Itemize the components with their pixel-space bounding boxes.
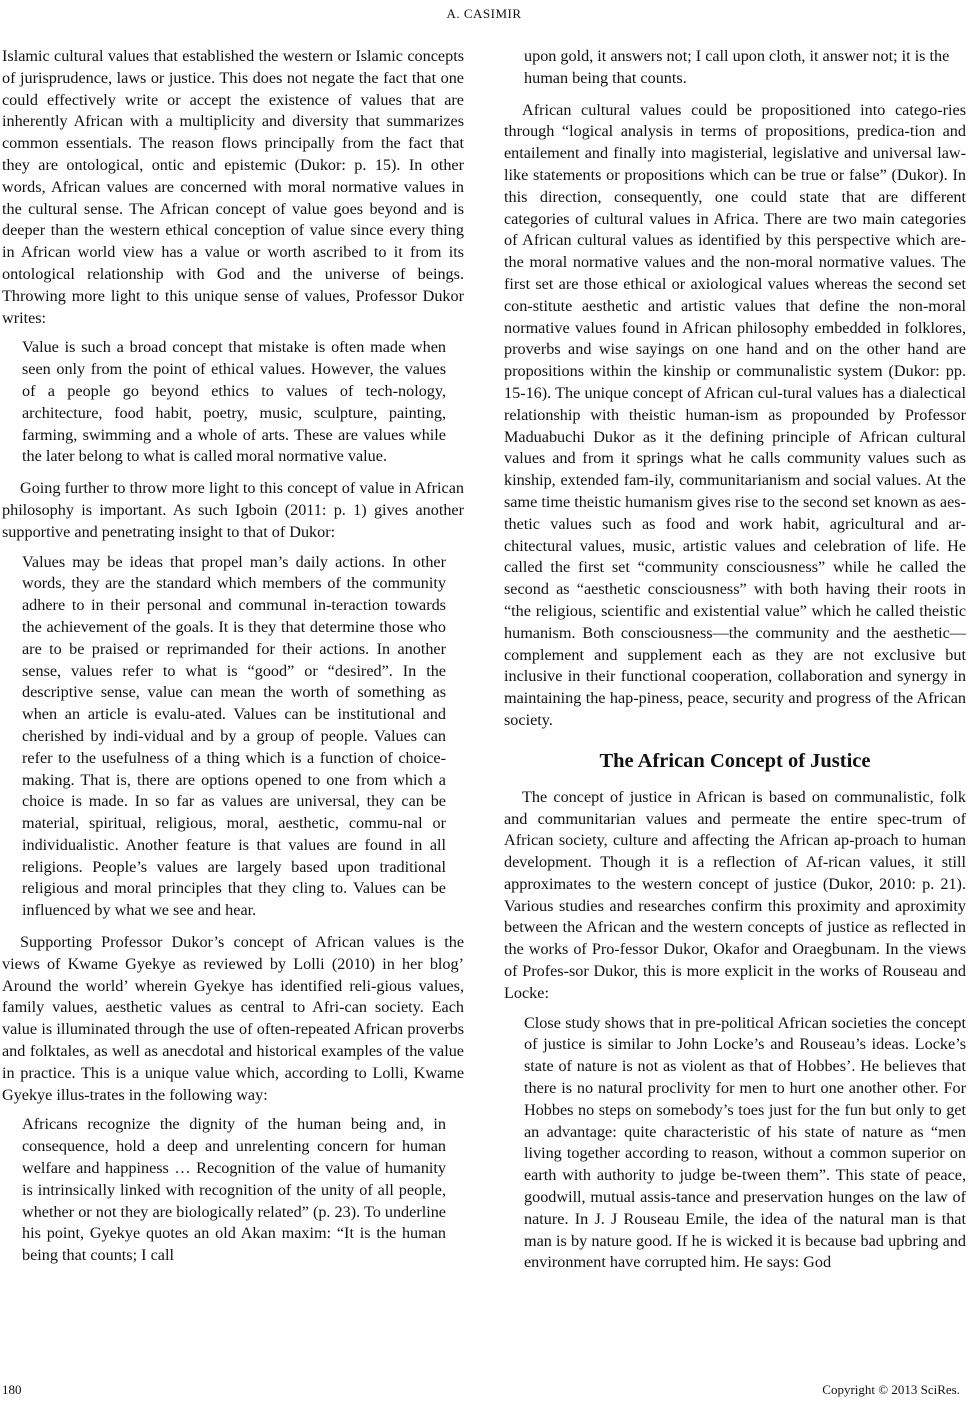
paragraph: Islamic cultural values that established the western or Islamic concepts of jurisprudence, laws or justice. This does not negate the fact that one could effectively write or accept the existence of values that are inherently African with a multiplicity and diversity that summarizes common essentials. The reason flows principally from the fact that they are ontological, ontic and epistemic (Dukor: p. 15). In other words, African values are concerned with moral normative values in the cultural sense. The African concept of value goes beyond and is deeper than the western ethical conception of value since every thing in African world view has a value or worth ascribed to it from its ontological relationship with God and the universe of beings. Throwing more light to this unique sense of values, Professor Dukor writes: [2,47,464,327]
block-quote [22,1114,446,1267]
block-quote [22,552,446,923]
paragraph: African cultural values could be propositioned into catego-ries through “logical analysis in terms of propositions, predica-tion and entailement and finally into magisterial, legislative and universal law-like statements or propositions which can be true or false” (Dukor). In this direction, consequently, one could state that are different categories of cultural values in Africa. There are two main categories of African cultural values as identified by this perspective which are-the moral normative values and the non-moral normative values. The first set are those ethical or axiological values whereas the second set con-stitute aesthetic and artistic values that define the non-moral normative values found in African philosophy embedded in folklores, proverbs and wise sayings on one hand and on the other hand are propositions within the kinship or communalistic system (Dukor: pp. 15-16). The unique concept of African cul-tural values has a dialectical relationship with theistic human-ism as propounded by Professor Maduabuchi Dukor as it the defining principle of African cultural values and from it springs what he calls community values such as kinship, extended fam-ily, communitarianism and social values. At the same time theistic humanism gives rise to the second set known as aes-thetic values such as food and work habit, agricultural and ar-chitectural values, music, artistic values and celebration of life. He called the first set “community consciousness” while he called the second as “aesthetic consciousness” with both having their roots in “the religious, scientific and existential value” which he called theistic humanism. Both consciousness—the community and the aesthetic—complement and supplement each as they are not exclusive but inclusive in their functional cooperation, collaboration and synergy in maintaining the hap-piness, peace, security and progress of the African society. [504,100,966,729]
section-heading: The African Concept of Justice [599,749,871,772]
quote-text: Africans recognize the dignity of the human being and, in consequence, hold a deep and unrelenting concern for human welfare and happiness … Recognition of the value of humanity is intrinsically linked with recognition of the unity of all people, whether or not they are biologically related” (p. 23). To underline his point, Gyekye quotes an old Akan maxim: “It is the human being that counts; I call [22,1115,446,1265]
block-quote [524,1013,966,1275]
right-column [504,46,966,1284]
block-quote-continued [524,46,966,90]
block-quote [22,337,446,468]
paragraph: Supporting Professor Dukor’s concept of African values is the views of Kwame Gyekye as reviewed by Lolli (2010) in her blog’ Around the world’ wherein Gyekye has identified reli-gious values, family values, aesthetic values as central to Afri-can society. Each value is illuminated through the use of often-repeated African proverbs and folktales, as well as anecdotal and historical examples of the value in practice. This is a unique value which, according to Lolli, Kwame Gyekye illus-trates in the following way: [2,933,464,1104]
quote-text: Values may be ideas that propel man’s daily actions. In other words, they are the standard which members of the community adhere to in their personal and communal in-teraction towards the achievement of the goals. It is they that determine those who are to be praised or reprimanded for their actions. In another sense, values refer to what is “good” or “desired”. In the descriptive sense, value can mean the worth of something as when an article is evalu-ated. Values can be institutional and cherished by indi-vidual and by a group of people. Values can refer to the usefulness of a thing which is a function of choice-making. That is, there are options opened to one from which a choice is made. In so far as values are universal, they can be material, spiritual, religious, moral, aesthetic, commu-nal or individualistic. Another feature is that values are found in all religions. People’s values are largely based upon traditional religious and moral principles that they cling to. Values can be influenced by what we see and hear. [22,552,446,920]
paragraph: Going further to throw more light to this concept of value in African philosophy is important. As such Igboin (2011: p. 1) gives another supportive and penetrating insight to that of Dukor: [2,479,464,541]
quote-text: Value is such a broad concept that mistake is often made when seen only from the point of ethical values. However, the values of a people go beyond ethics to values of tech-nology, architecture, food habit, poetry, music, sculpture, painting, farming, swimming and a whole of arts. These are values while the later belong to what is called moral normative value. [22,338,446,466]
copyright-notice: Copyright © 2013 SciRes. [822,1382,960,1397]
quote-text: upon gold, it answers not; I call upon cloth, it answer not; it is the human being that counts. [524,47,950,87]
paragraph: The concept of justice in African is based on communalistic, folk and communitarian values and permeate the entire spec-trum of African society, culture and affecting the African ap-proach to human development. Though it is a reflection of Af-rican values, it still approximates to the western concept of justice (Dukor, 2010: p. 21). Various studies and researches confirm this proximity and aproximity between the African and the western concepts of justice as reflected in the works of Pro-fessor Dukor, Okafor and Oraegbunam. In the views of Profes-sor Dukor, this is more explicit in the works of Rouseau and Locke: [504,787,966,1002]
left-column [2,46,464,1277]
page-number: 180 [2,1382,22,1397]
running-head: A. CASIMIR [446,6,522,21]
quote-text: Close study shows that in pre-political African societies the concept of justice is similar to John Locke’s and Rouseau’s ideas. Locke’s state of nature is not as violent as that of Hobbes’. He believes that there is no natural proclivity for men to hurt one another other. For Hobbes no steps on somebody’s toes just for the fun but only to get an advantage: quite characteristic of his state of nature as “men living together according to reason, without a common superior on earth with authority to judge be-tween them”. This state of peace, goodwill, mutual assis-tance and preservation hunges on the law of nature. In J. J Rouseau Emile, the idea of the natural man is that man is by nature good. If he is wicked it is because bad upbring and environment have corrupted him. He says: God [524,1013,966,1272]
